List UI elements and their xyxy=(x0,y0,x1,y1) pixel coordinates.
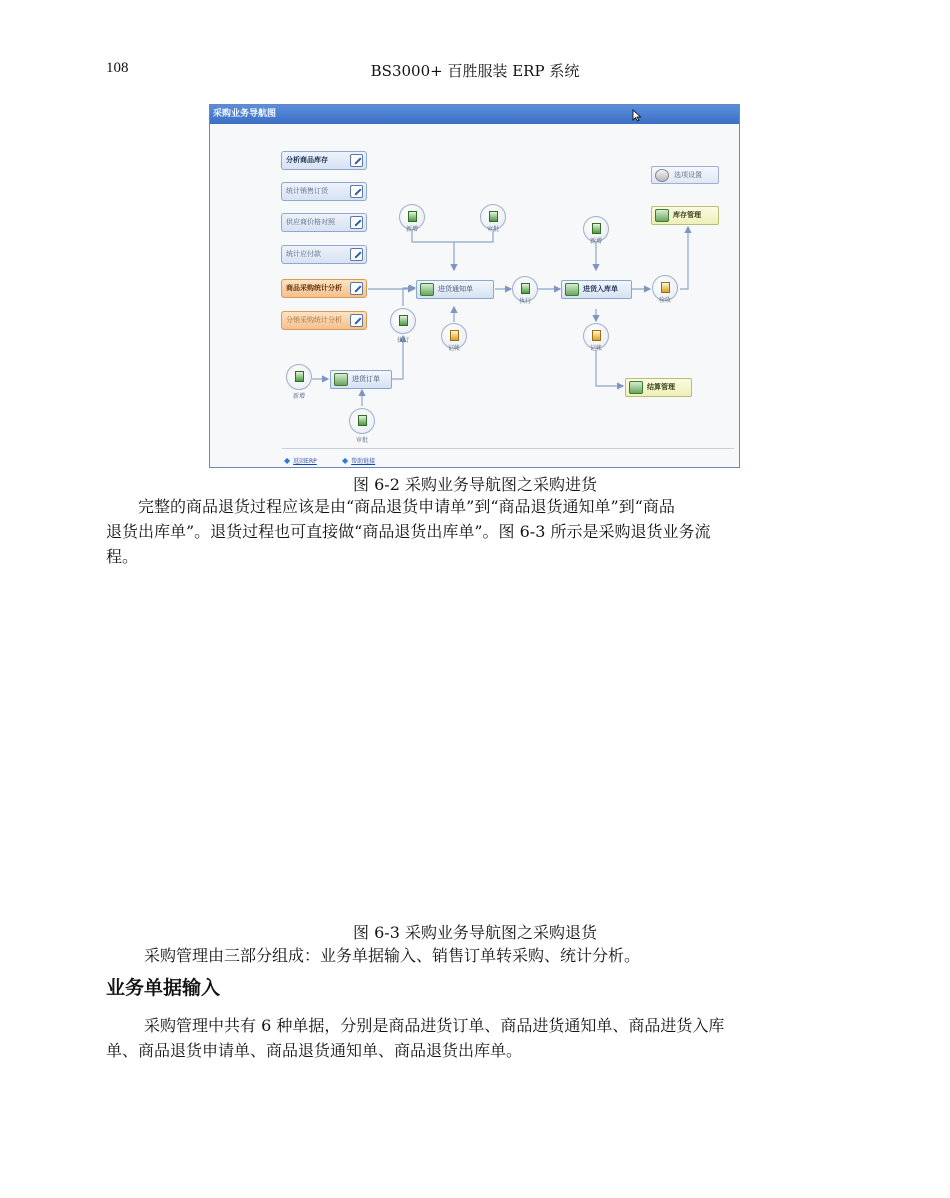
purchase-stat-button[interactable] xyxy=(281,279,367,298)
inspect-label: 验收 xyxy=(658,297,671,304)
running-head: BS3000+ 百胜服装 ERP 系统 xyxy=(370,62,580,80)
payables-stat-label: 统计应付款 xyxy=(286,250,321,258)
add-notice-label: 新增 xyxy=(405,226,418,233)
page-number: 108 xyxy=(106,60,129,76)
purchase-stat-label: 商品采购统计分析 xyxy=(286,284,342,292)
purchase-order-label: 进货订单 xyxy=(352,375,380,383)
options-button[interactable] xyxy=(651,166,719,184)
edit-icon xyxy=(350,248,363,261)
paragraph-line: 程。 xyxy=(106,547,139,566)
approve-notice-label: 审批 xyxy=(486,226,499,233)
section-heading: 业务单据输入 xyxy=(106,977,221,999)
back-to-erp-link[interactable] xyxy=(284,456,317,465)
gear-icon xyxy=(655,169,669,182)
paragraph-line: 退货出库单”。退货过程也可直接做“商品退货出库单”。图 6-3 所示是采购退货业务流 xyxy=(106,522,711,541)
help-link[interactable] xyxy=(342,456,375,465)
add-order-node[interactable] xyxy=(286,364,312,390)
window-title: 采购业务导航图 xyxy=(213,109,277,119)
purchase-instock-label: 进货入库单 xyxy=(583,285,618,293)
add-order-label: 新增 xyxy=(292,393,305,400)
payables-stat-button[interactable] xyxy=(281,245,367,264)
document-icon xyxy=(592,330,601,341)
inventory-management-label: 库存管理 xyxy=(673,211,701,219)
document-icon xyxy=(489,211,498,222)
document-icon xyxy=(334,373,348,386)
purchase-notice-label: 进货通知单 xyxy=(438,285,473,293)
inventory-management-button[interactable] xyxy=(651,206,719,225)
mouse-cursor-icon xyxy=(632,109,642,122)
document-icon xyxy=(420,283,434,296)
edit-icon xyxy=(350,314,363,327)
approve-order-node[interactable] xyxy=(349,408,375,434)
forward-arrow-icon: ◆ xyxy=(342,456,349,465)
supplier-price-button[interactable] xyxy=(281,213,367,232)
purchase-instock-button[interactable] xyxy=(561,280,632,299)
supplier-price-label: 供应商价格对照 xyxy=(286,218,335,226)
document-icon xyxy=(629,381,643,394)
purchase-notice-button[interactable] xyxy=(416,280,494,299)
edit-icon xyxy=(350,154,363,167)
document-icon xyxy=(358,415,367,426)
paragraph-document-types xyxy=(106,1013,846,1063)
back-arrow-icon: ◆ xyxy=(284,456,291,465)
sales-order-stat-label: 统计销售订货 xyxy=(286,187,328,195)
approve-order-label: 审批 xyxy=(355,437,368,444)
sales-order-stat-button[interactable] xyxy=(281,182,367,201)
document-icon xyxy=(295,371,304,382)
execute-order-label: 执行 xyxy=(396,337,409,344)
paragraph-line: 采购管理由三部分组成：业务单据输入、销售订单转采购、统计分析。 xyxy=(144,946,641,965)
paragraph-line: 采购管理中共有 6 种单据，分别是商品进货订单、商品进货通知单、商品进货入库 xyxy=(144,1016,725,1035)
book-notice-label: 记帐 xyxy=(447,345,460,352)
document-icon xyxy=(521,283,530,294)
settlement-management-button[interactable] xyxy=(625,378,692,397)
document-icon xyxy=(655,209,669,222)
edit-icon xyxy=(350,216,363,229)
distribution-stat-label: 分销采购统计分析 xyxy=(286,316,342,324)
analyze-stock-label: 分析商品库存 xyxy=(286,156,328,164)
edit-icon xyxy=(350,282,363,295)
paragraph-return-process xyxy=(106,494,846,569)
edit-icon xyxy=(350,185,363,198)
analyze-stock-button[interactable] xyxy=(281,151,367,170)
document-icon xyxy=(565,283,579,296)
distribution-stat-button[interactable] xyxy=(281,311,367,330)
add-instock-label: 新增 xyxy=(589,238,602,245)
footer-divider xyxy=(282,448,734,449)
figure-6-3-caption: 图 6-3 采购业务导航图之采购退货 xyxy=(353,923,597,942)
book-instock-label: 记帐 xyxy=(589,345,602,352)
navigation-canvas xyxy=(210,124,739,468)
window-titlebar xyxy=(210,105,739,124)
document-icon xyxy=(408,211,417,222)
help-label: 帮助链接 xyxy=(351,458,376,465)
purchase-order-button[interactable] xyxy=(330,370,392,389)
execute-order-node[interactable] xyxy=(390,308,416,334)
back-to-erp-label: 返回ERP xyxy=(293,458,317,465)
paragraph-line: 单、商品退货申请单、商品退货通知单、商品退货出库单。 xyxy=(106,1041,523,1060)
figure-6-2-caption: 图 6-2 采购业务导航图之采购进货 xyxy=(353,475,597,494)
paragraph-line: 完整的商品退货过程应该是由“商品退货申请单”到“商品退货通知单”到“商品 xyxy=(138,497,675,516)
figure-6-2-screenshot xyxy=(209,104,740,468)
document-icon xyxy=(592,223,601,234)
execute-notice-label: 执行 xyxy=(518,298,531,305)
document-icon xyxy=(399,315,408,326)
settlement-management-label: 结算管理 xyxy=(647,383,675,391)
options-label: 选项设置 xyxy=(674,171,702,179)
paragraph-composition xyxy=(106,943,846,968)
document-icon xyxy=(450,330,459,341)
document-icon xyxy=(661,282,670,293)
